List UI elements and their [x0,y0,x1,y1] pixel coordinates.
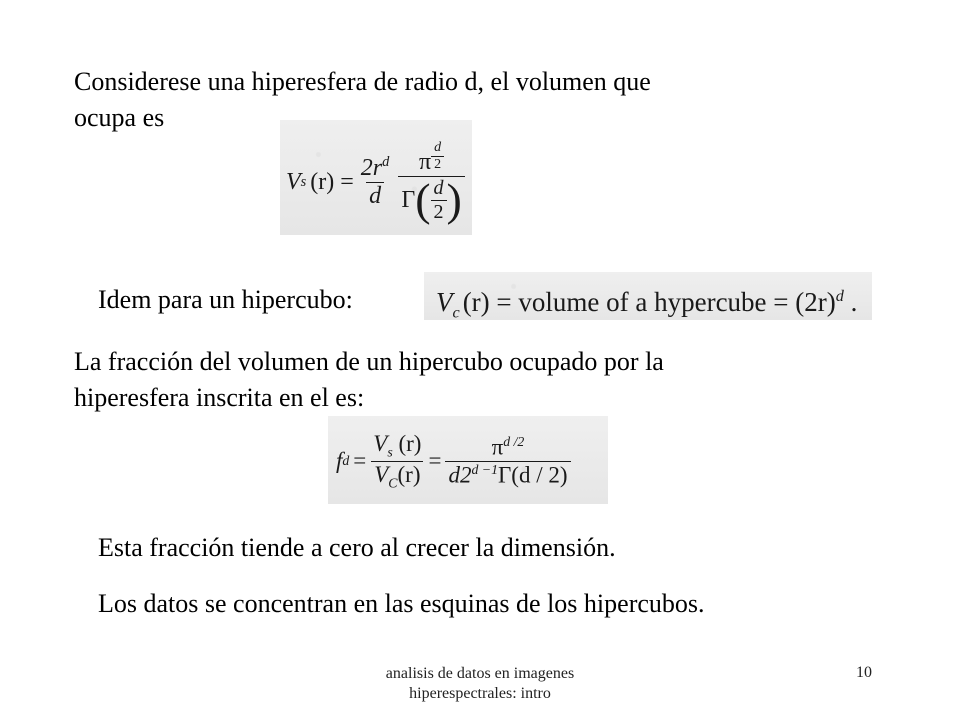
formula-row [286,140,465,226]
formula-subscript: s [300,173,307,190]
formula-symbol: V [436,287,453,317]
formula-subscript: C [388,475,398,491]
formula-text: = [353,448,367,473]
formula-text: (r) [398,430,422,456]
fraction-numerator [370,431,424,461]
formula-text: (r) [397,461,421,487]
formula-text: (r) = volume of a hypercube = (2r) [462,287,836,317]
formula-symbol: V [374,461,389,487]
formula-fraction [328,416,608,504]
paragraph-line: hiperesfera inscrita en el es: [74,383,365,412]
formula-superscript: d [835,287,844,305]
formula-subscript: c [452,303,460,322]
fraction-denominator: Γ ( $\frac{d}{2}$ ) [398,176,465,224]
footer-title-line: hiperespectrales: intro [409,685,551,702]
formula-row [436,278,857,330]
formula-fraction [370,431,424,491]
paragraph-line: ocupa es [74,103,165,132]
paragraph-line: La fracción del volumen de un hipercubo ocupado por la [74,347,664,376]
fraction-denominator: d [366,182,384,210]
paragraph-line: Considerese una hiperesfera de radio d, el volumen que [74,67,651,96]
fraction-numerator [489,434,528,461]
formula-sphere-volume [280,120,472,235]
formula-text: d2 [448,462,472,488]
paragraph-tends-to-zero: Esta fracción tiende a cero al crecer la dimensión. [98,533,616,562]
formula-superscript: d [382,154,390,170]
formula-fraction [445,434,570,488]
fraction-numerator: d [433,176,444,199]
page-number: 10 [856,664,872,681]
formula-symbol: V [373,430,388,456]
formula-subscript: d [342,453,350,468]
formula-text: . [843,287,858,317]
formula-text: Γ(d / 2) [498,462,568,488]
fraction-denominator: 2 [431,156,444,173]
formula-symbol: V [286,168,301,195]
formula-subscript: s [387,444,393,460]
paragraph-fraction [74,344,664,416]
formula-fraction [398,140,465,224]
paragraph-corners: Los datos se concentran en las esquinas de los hipercubos. [98,589,705,618]
formula-text: = [428,448,442,473]
footer-title [330,664,630,704]
formula-pi: π [491,434,504,460]
formula-fraction [431,177,447,224]
formula-fraction [358,154,393,210]
fraction-denominator: 2 [431,200,447,224]
formula-pi: π [419,148,432,175]
formula-gamma: Γ [401,186,416,213]
fraction-numerator [416,140,447,176]
formula-superscript: d /2 [503,433,525,449]
fraction-numerator: d [434,140,442,156]
formula-superscript: d −1 [471,461,498,477]
formula-text: 2r [360,155,383,181]
footer-title-line: analisis de datos en imagenes [385,665,575,682]
fraction-denominator [445,461,570,489]
fraction-denominator [371,461,423,492]
formula-cube-volume [424,272,872,320]
formula-row [336,426,571,496]
exponent-fraction [431,140,444,173]
fraction-numerator [358,154,393,182]
paragraph-hypercube: Idem para un hipercubo: [98,285,353,314]
formula-text: (r) = [310,168,354,195]
formula-symbol: f [336,448,343,473]
